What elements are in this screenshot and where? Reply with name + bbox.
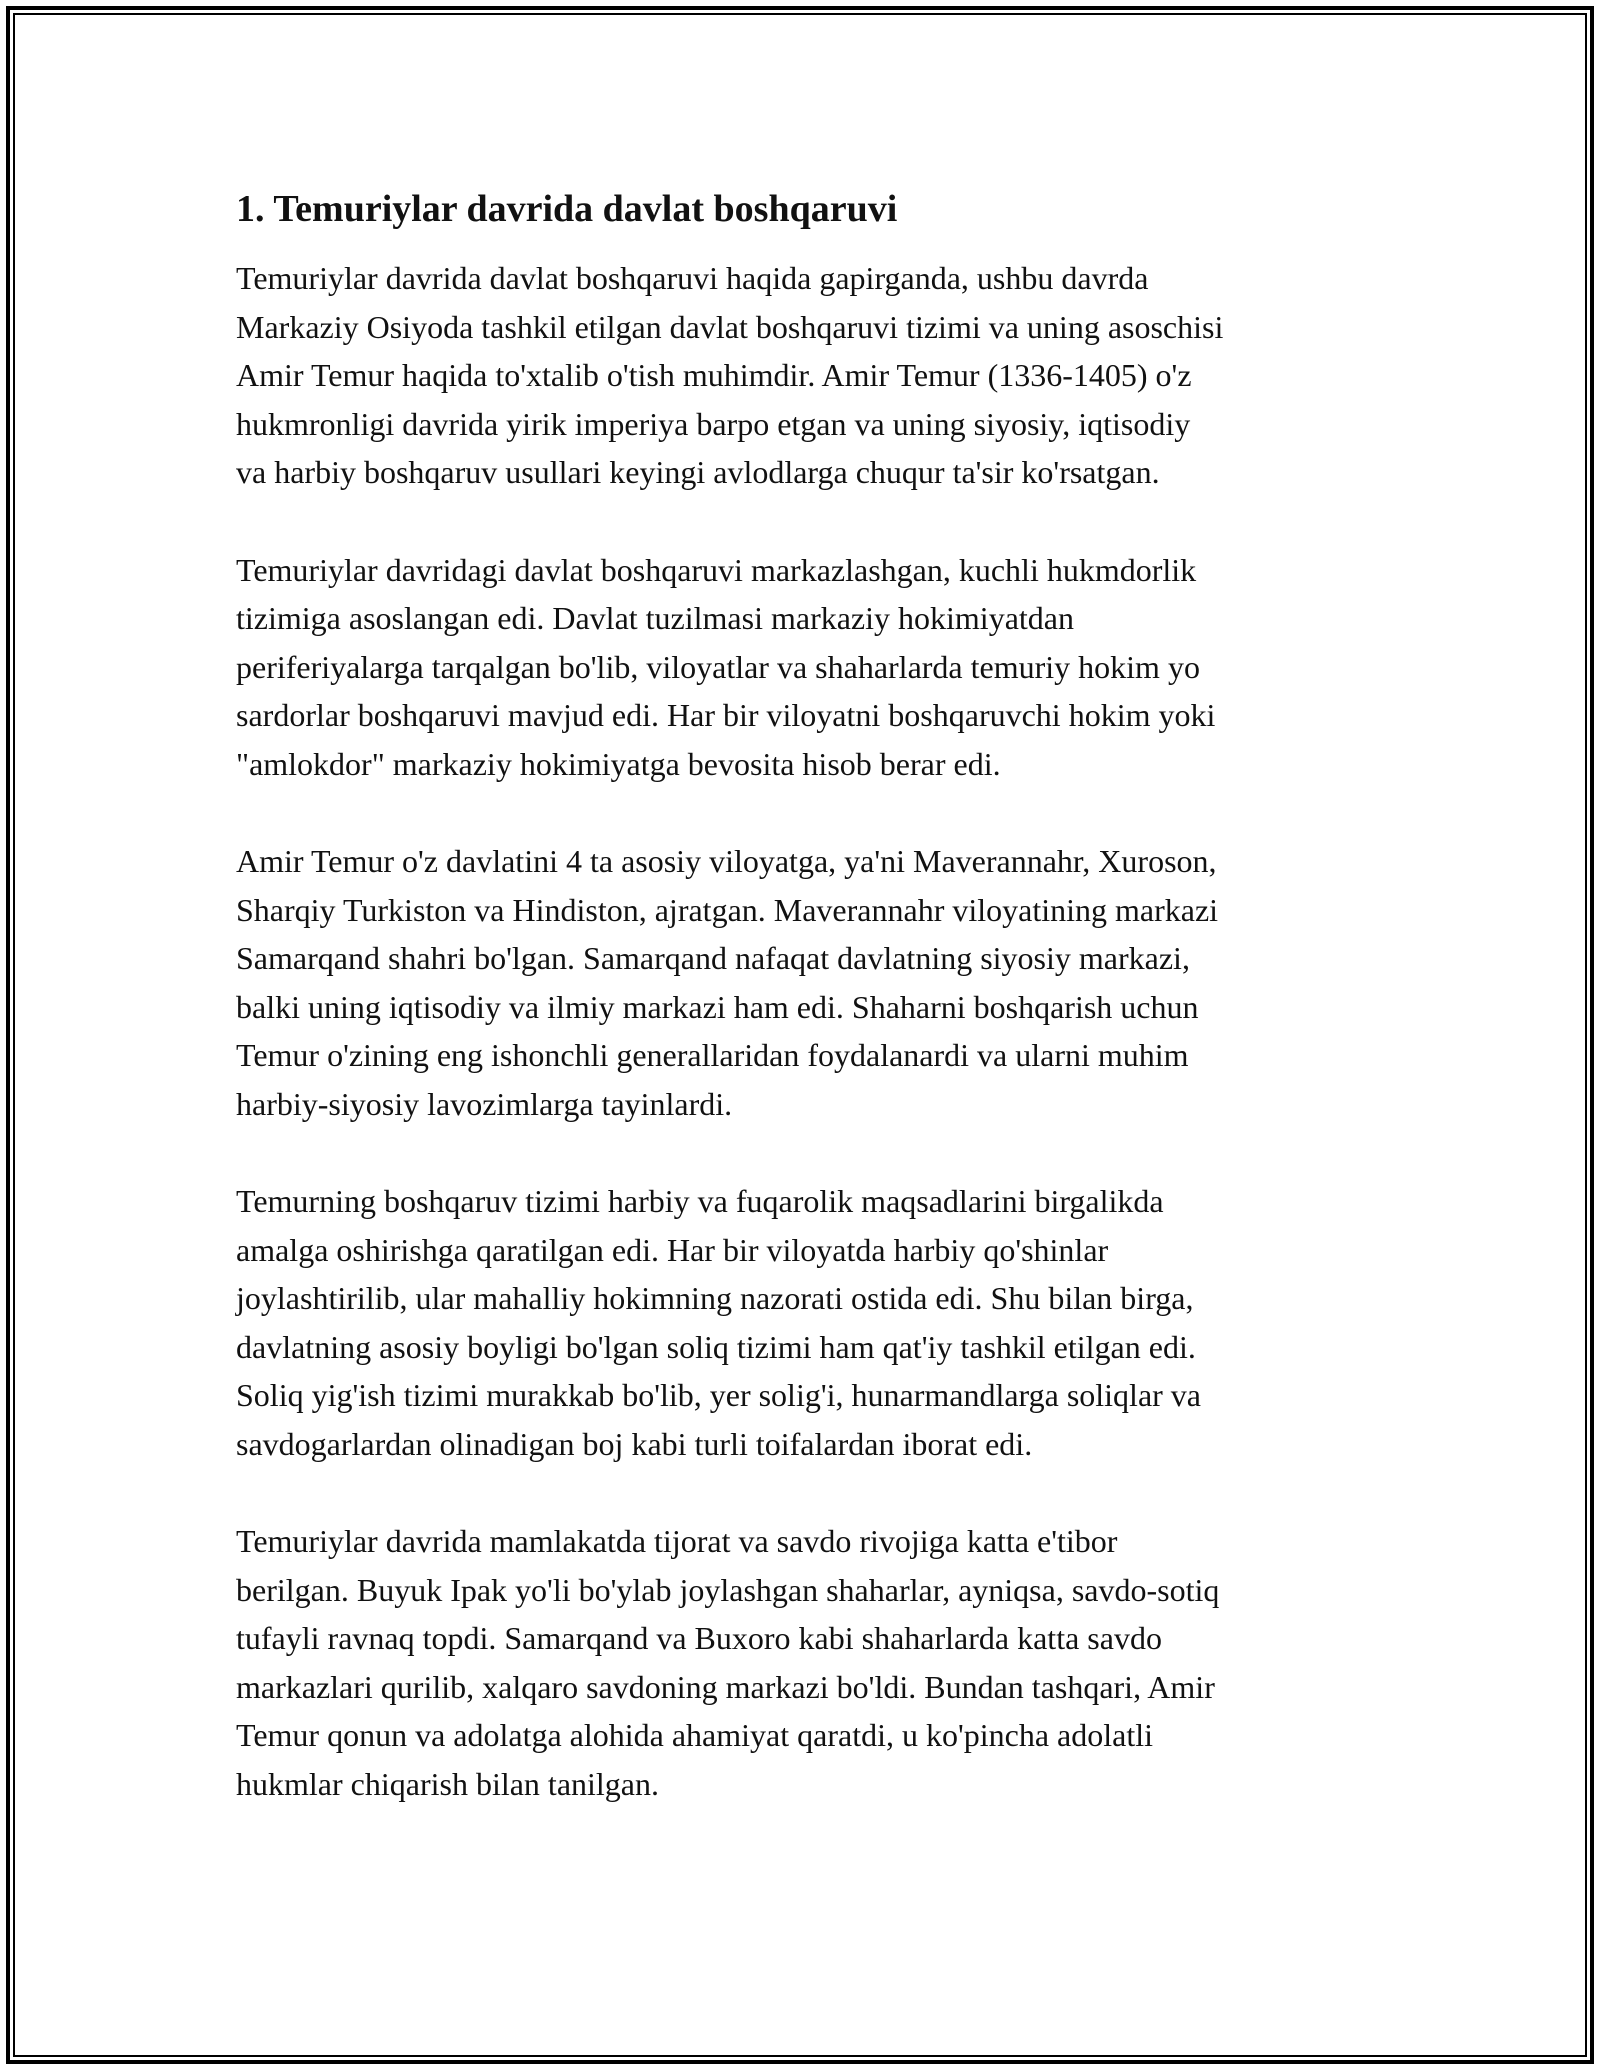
text-line: Temur o'zining eng ishonchli generallaridan foydalanardi va ularni muhim [236, 1037, 1189, 1073]
text-line: Sharqiy Turkiston va Hindiston, ajratgan. Maverannahr viloyatining markazi [236, 891, 1219, 928]
text-line: Markaziy Osiyoda tashkil etilgan davlat boshqaruvi tizimi va uning asoschisi [236, 308, 1224, 345]
text-line: Temurning boshqaruv tizimi harbiy va fuqarolik maqsadlarini birgalikda [236, 1183, 1164, 1219]
text-line: davlatning asosiy boyligi bo'lgan soliq tizimi ham qat'iy tashkil etilgan edi. [236, 1328, 1196, 1365]
text-line: amalga oshirishga qaratilgan edi. Har bir viloyatda harbiy qo'shinlar [236, 1231, 1109, 1268]
paragraph-3 [236, 837, 1396, 1128]
text-line: tufayli ravnaq topdi. Samarqand va Buxoro kabi shaharlarda katta savdo [236, 1620, 1162, 1656]
text-line: hukmronligi davrida yirik imperiya barpo etgan va uning siyosiy, iqtisodiy [236, 405, 1191, 442]
text-line: "amlokdor" markaziy hokimiyatga bevosita hisob berar edi. [236, 745, 1001, 782]
paragraph-5 [236, 1517, 1396, 1808]
text-line: periferiyalarga tarqalgan bo'lib, viloyatlar va shaharlarda temuriy hokim yo [236, 648, 1200, 685]
text-line: va harbiy boshqaruv usullari keyingi avlodlarga chuqur ta'sir ko'rsatgan. [236, 454, 1160, 490]
text-line: Temuriylar davrida mamlakatda tijorat va savdo rivojiga katta e'tibor [236, 1523, 1118, 1559]
text-line: tizimiga asoslangan edi. Davlat tuzilmasi markaziy hokimiyatdan [236, 600, 1074, 636]
text-line: Temuriylar davridagi davlat boshqaruvi markazlashgan, kuchli hukmdorlik [236, 551, 1197, 588]
text-line: berilgan. Buyuk Ipak yo'li bo'ylab joylashgan shaharlar, ayniqsa, savdo-sotiq [236, 1571, 1220, 1608]
text-line: markazlari qurilib, xalqaro savdoning markazi bo'ldi. Bundan tashqari, Amir [236, 1668, 1215, 1705]
paragraph-4 [236, 1177, 1396, 1468]
text-line: Temuriylar davrida davlat boshqaruvi haqida gapirganda, ushbu davrda [236, 260, 1149, 296]
text-line: joylashtirilib, ular mahalliy hokimning nazorati ostida edi. Shu bilan birga, [236, 1280, 1194, 1316]
text-line: Soliq yig'ish tizimi murakkab bo'lib, yer solig'i, hunarmandlarga soliqlar va [236, 1377, 1201, 1413]
document-body [236, 186, 1396, 1857]
paragraph-1 [236, 254, 1396, 497]
text-line: hukmlar chiqarish bilan tanilgan. [236, 1765, 659, 1802]
text-line: savdogarlardan olinadigan boj kabi turli toifalardan iborat edi. [236, 1425, 1033, 1462]
section-heading: 1. Temuriylar davrida davlat boshqaruvi [236, 188, 898, 230]
text-line: Amir Temur haqida to'xtalib o'tish muhimdir. Amir Temur (1336-1405) o'z [236, 357, 1192, 393]
paragraph-2 [236, 546, 1396, 789]
text-line: balki uning iqtisodiy va ilmiy markazi ham edi. Shaharni boshqarish uchun [236, 988, 1199, 1025]
text-line: harbiy-siyosiy lavozimlarga tayinlardi. [236, 1085, 733, 1122]
text-line: sardorlar boshqaruvi mavjud edi. Har bir viloyatni boshqaruvchi hokim yoki [236, 697, 1216, 733]
text-line: Amir Temur o'z davlatini 4 ta asosiy viloyatga, ya'ni Maverannahr, Xuroson, [236, 843, 1217, 879]
text-line: Temur qonun va adolatga alohida ahamiyat qaratdi, u ko'pincha adolatli [236, 1717, 1153, 1753]
text-line: Samarqand shahri bo'lgan. Samarqand nafaqat davlatning siyosiy markazi, [236, 940, 1190, 976]
